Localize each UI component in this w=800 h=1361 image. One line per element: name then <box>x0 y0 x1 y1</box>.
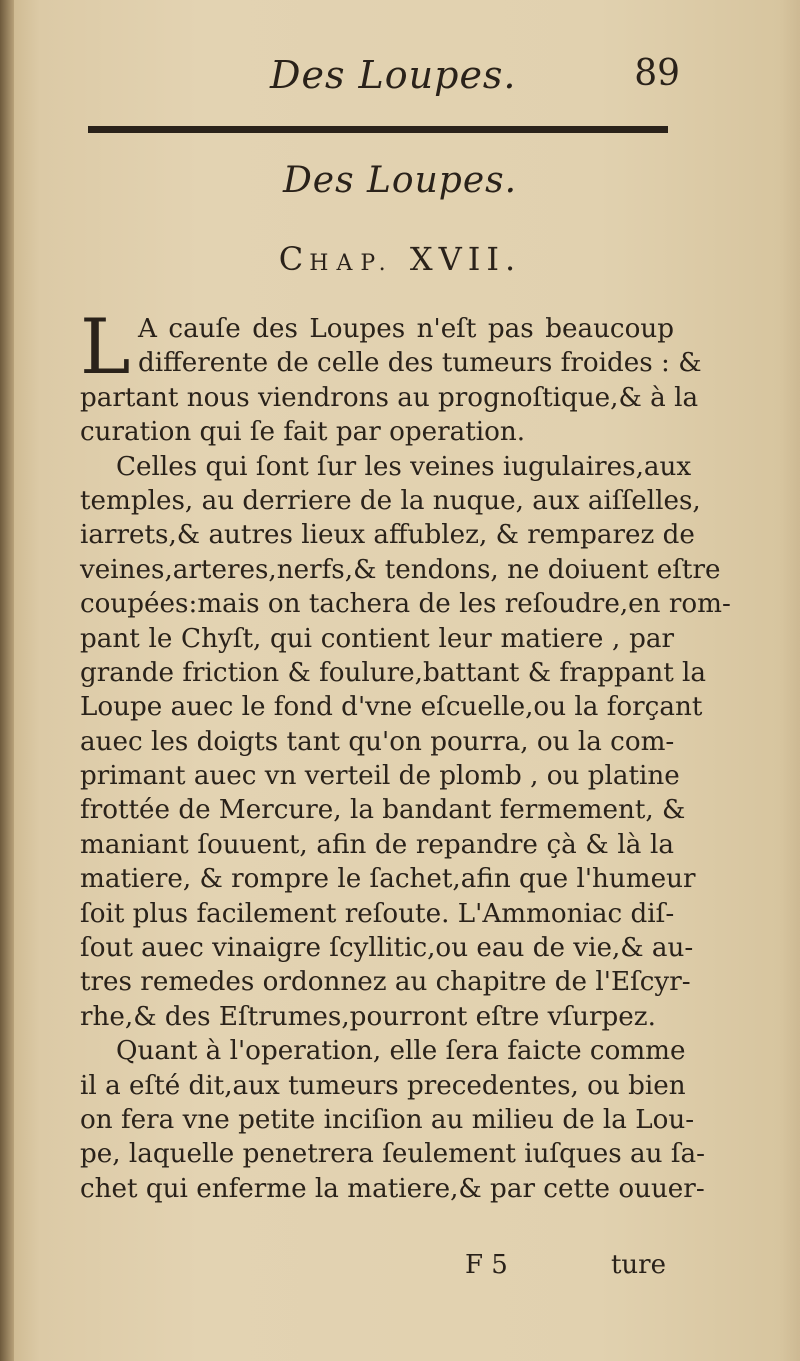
signature-mark: F 5 <box>465 1250 508 1280</box>
header-rule <box>88 126 668 133</box>
text-line: il a eſté dit,aux tumeurs precedentes, ou bien <box>80 1070 686 1101</box>
text-line: ſoit plus facilement reſoute. L'Ammoniac diſ- <box>80 898 675 929</box>
text-line: maniant ſouuent, afin de repandre çà & là la <box>80 829 674 860</box>
running-title: Des Loupes. <box>270 53 517 97</box>
text-line: Quant à l'operation, elle ſera faicte comme <box>116 1036 686 1067</box>
page-gutter-shadow <box>0 0 14 1361</box>
running-head <box>80 45 680 95</box>
text-line: coupées:mais on tachera de les reſoudre,en rom- <box>80 589 731 620</box>
drop-cap: L <box>80 302 131 391</box>
text-line: A cauſe des Loupes n'eſt pas beaucoup <box>138 314 674 344</box>
text-line: rhe,& des Eſtrumes,pourront eſtre vſurpez. <box>80 1001 656 1032</box>
text-line: partant nous viendrons au prognoſtique,& à la <box>80 382 699 413</box>
text-line: frottée de Mercure, la bandant fermement, & <box>80 795 686 826</box>
text-line: primant auec vn verteil de plomb , ou platine <box>80 761 680 792</box>
text-line: pe, laquelle penetrera ſeulement iuſques au ſa- <box>80 1139 705 1170</box>
text-line: veines,arteres,nerfs,& tendons, ne doiuent eſtre <box>80 554 721 585</box>
chapter-numeral: XVII. <box>409 240 522 278</box>
body-text <box>80 302 731 1206</box>
text-line: iarrets,& autres lieux affublez, & remparez de <box>80 520 695 551</box>
page-footer <box>80 1250 674 1284</box>
chapter-number <box>0 240 800 278</box>
text-line: Celles qui ſont ſur les veines iugulaires,aux <box>116 451 692 482</box>
text-line: chet qui enferme la matiere,& par cette ouuer- <box>80 1173 705 1204</box>
chapter-prefix-small: HAP. <box>309 251 394 276</box>
text-line: grande friction & foulure,battant & frappant la <box>80 657 707 688</box>
text-line: tres remedes ordonnez au chapitre de l'Eſcyr- <box>80 967 691 998</box>
text-line: pant le Chyſt, qui contient leur matiere , par <box>80 623 674 654</box>
text-line: ſout auec vinaigre ſcyllitic,ou eau de vie,& au- <box>80 933 694 964</box>
text-line: auec les doigts tant qu'on pourra, ou la com- <box>80 726 675 757</box>
text-line: temples, au derriere de la nuque, aux aiſſelles, <box>80 485 701 516</box>
text-line: matiere, & rompre le ſachet,afin que l'humeur <box>80 864 696 895</box>
catchword: ture <box>610 1250 666 1280</box>
text-line: Loupe auec le fond d'vne eſcuelle,ou la forçant <box>80 692 703 723</box>
chapter-title: Des Loupes. <box>282 160 518 201</box>
page-number: 89 <box>634 53 680 94</box>
text-line: differente de celle des tumeurs froides : & <box>138 348 702 379</box>
opening-paragraph-start <box>80 302 702 391</box>
chapter-prefix-cap: C <box>278 240 310 278</box>
text-line: curation qui ſe fait par operation. <box>80 417 526 448</box>
text-line: on fera vne petite inciſion au milieu de la Lou- <box>80 1104 695 1135</box>
